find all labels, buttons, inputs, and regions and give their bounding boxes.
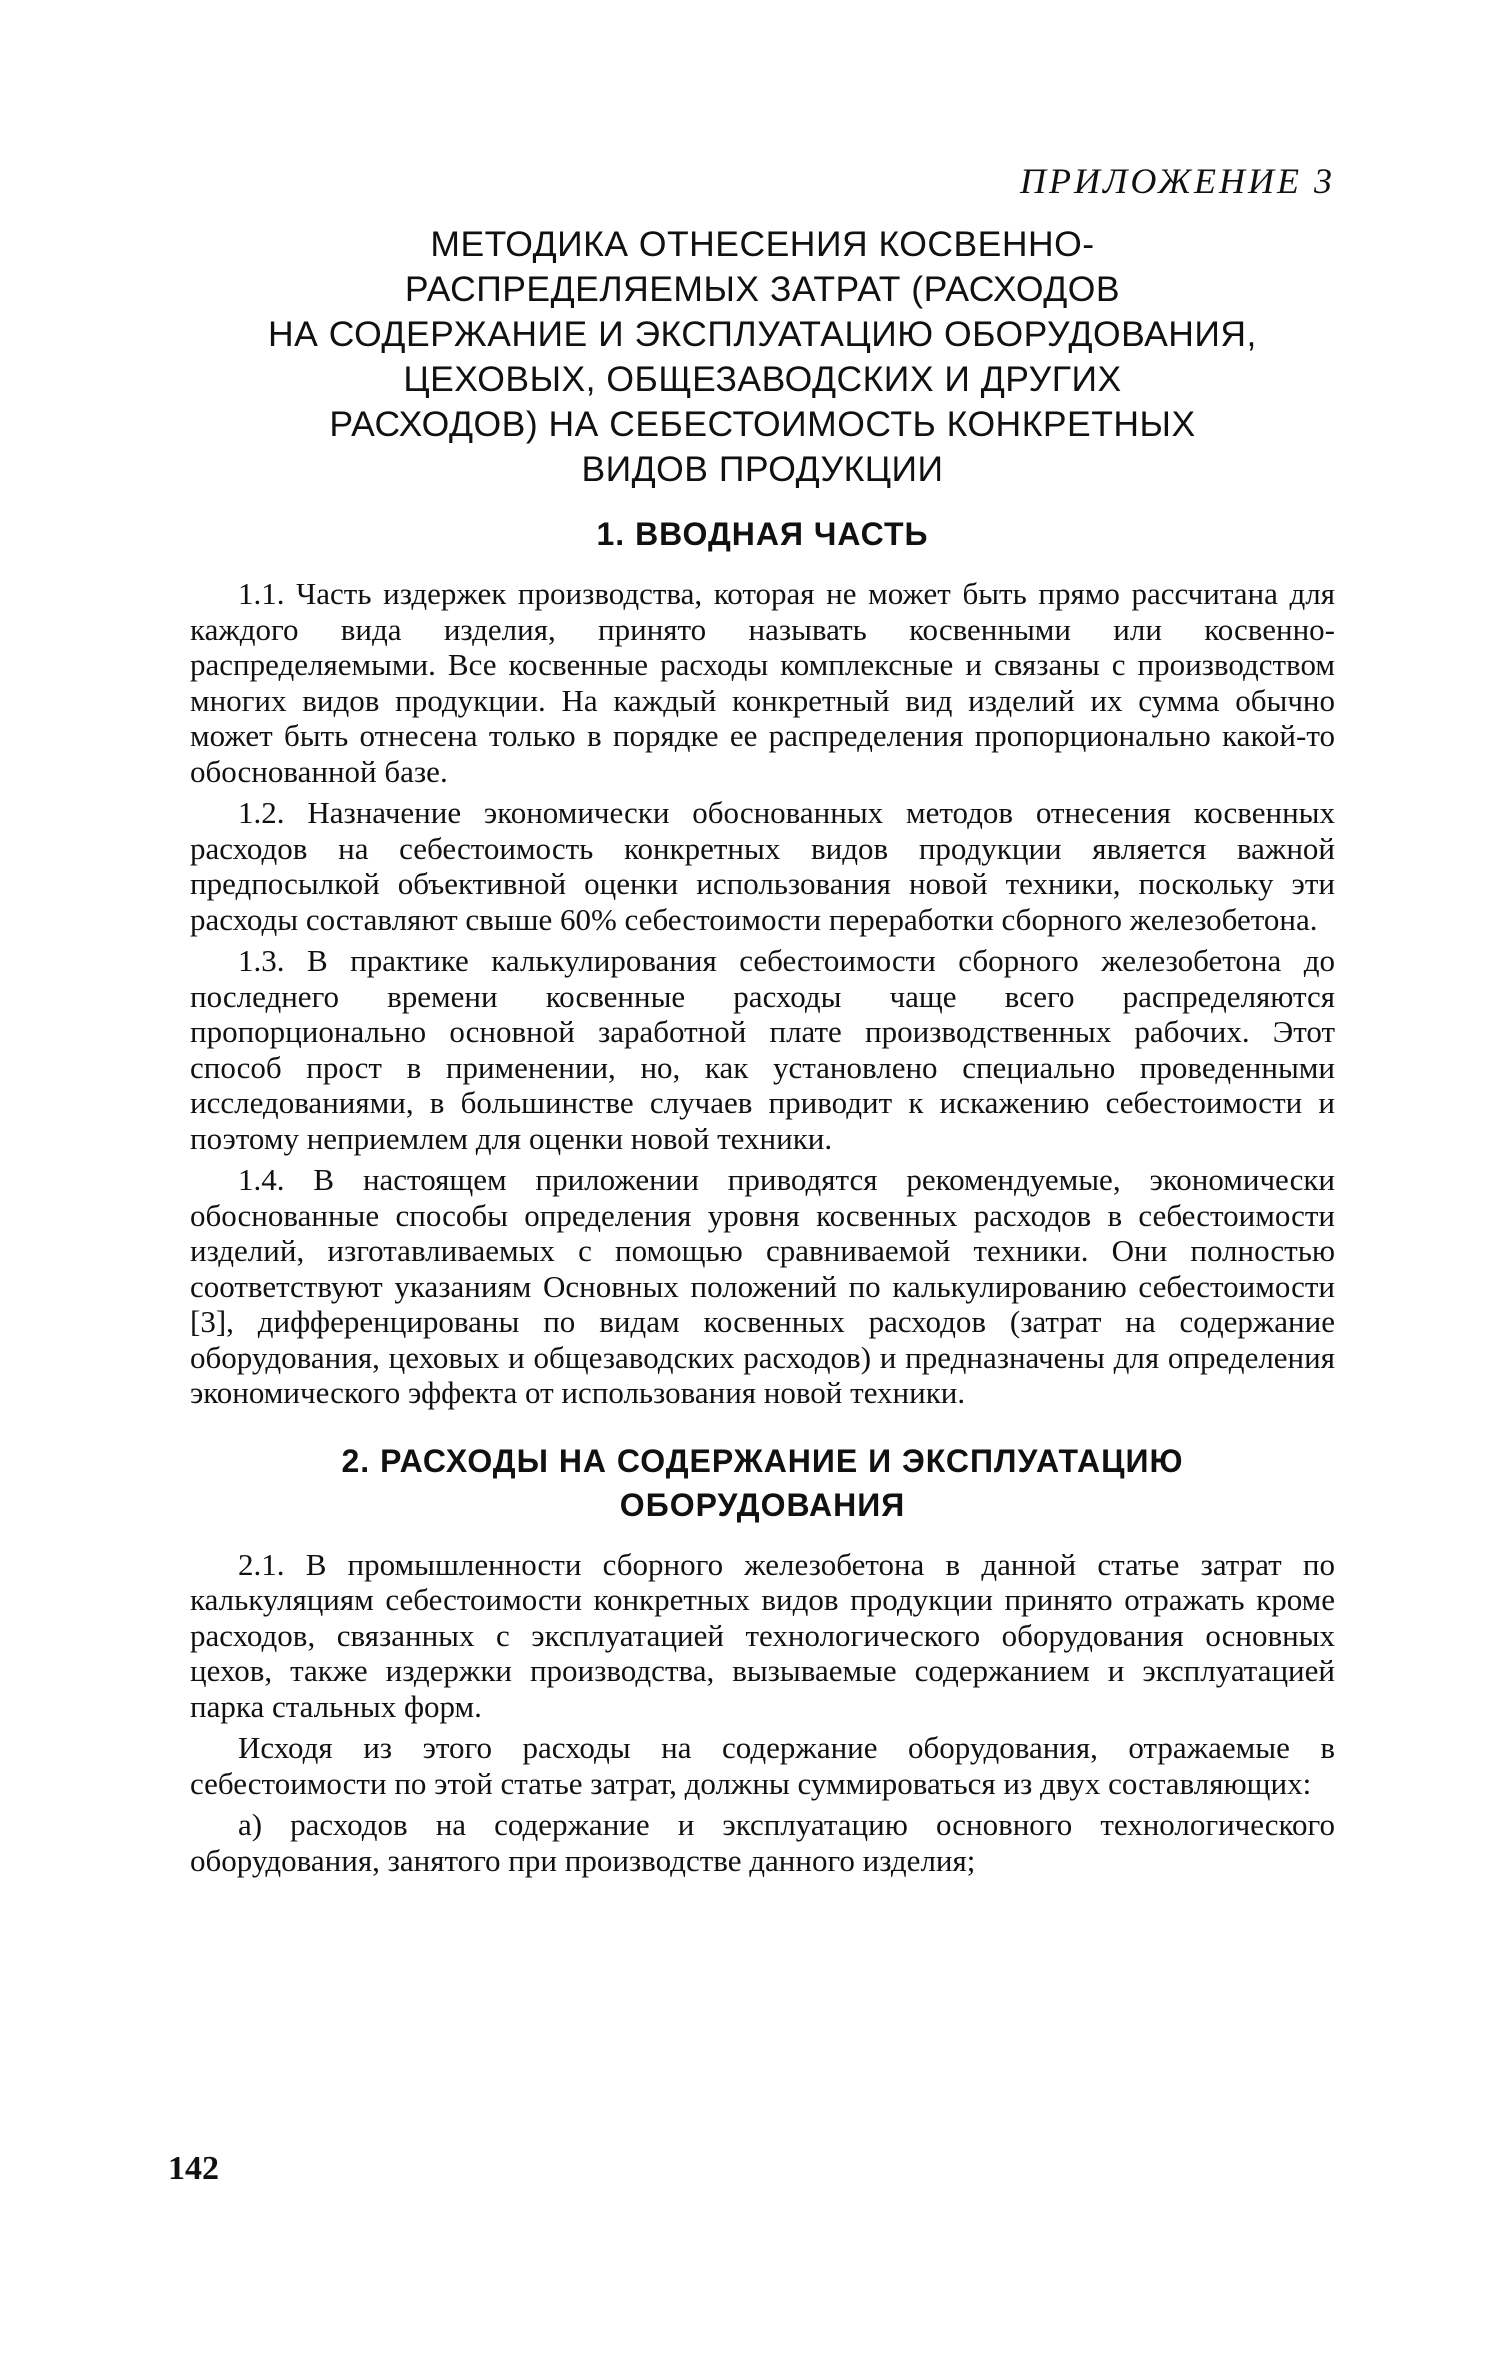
section-1-heading-text: 1. ВВОДНАЯ ЧАСТЬ xyxy=(596,516,929,552)
appendix-label: ПРИЛОЖЕНИЕ 3 xyxy=(1020,161,1335,201)
section-2-heading xyxy=(190,1439,1335,1527)
section-2-heading-line: ОБОРУДОВАНИЯ xyxy=(619,1486,906,1523)
paragraph-2-item-a: а) расходов на содержание и эксплуатацию основного технологического оборудования, занятого при производстве данного изделия; xyxy=(190,1807,1335,1878)
paragraph-1-4: 1.4. В настоящем приложении приводятся рекомендуемые, экономически обоснованные способы определения уровня косвенных расходов в себестоимости изделий, изготавливаемых с помощью сравниваемой техники. Они полностью соответствуют указаниям Основных положений по калькулированию себестоимости [3], дифференцированы по видам косвенных расходов (затрат на содержание оборудования, цеховых и общезаводских расходов) и предназначены для определения экономического эффекта от использования новой техники. xyxy=(190,1162,1335,1410)
title-line: МЕТОДИКА ОТНЕСЕНИЯ КОСВЕННО- xyxy=(430,224,1095,264)
paragraph-1-2: 1.2. Назначение экономически обоснованных методов отнесения косвенных расходов на себестоимость конкретных видов продукции является важной предпосылкой объективной оценки использования новой техники, поскольку эти расходы составляют свыше 60% себестоимости переработки сборного железобетона. xyxy=(190,795,1335,937)
page-number: 142 xyxy=(168,2150,219,2187)
title-line: РАСПРЕДЕЛЯЕМЫХ ЗАТРАТ (РАСХОДОВ xyxy=(404,269,1121,309)
section-2-heading-line: 2. РАСХОДЫ НА СОДЕРЖАНИЕ И ЭКСПЛУАТАЦИЮ xyxy=(341,1442,1184,1479)
paragraph-1-3: 1.3. В практике калькулирования себестоимости сборного железобетона до последнего времени косвенные расходы чаще всего распределяются пропорционально основной заработной плате производственных рабочих. Этот способ прост в применении, но, как установлено специально проведенными исследованиями, в большинстве случаев приводит к искажению себестоимости и поэтому неприемлем для оценки новой техники. xyxy=(190,943,1335,1156)
title-line: РАСХОДОВ) НА СЕБЕСТОИМОСТЬ КОНКРЕТНЫХ xyxy=(329,404,1196,444)
paragraph-1-1: 1.1. Часть издержек производства, которая не может быть прямо рассчитана для каждого вида изделия, принято называть косвенными или косвенно-распределяемыми. Все косвенные расходы комплексные и связаны с производством многих видов продукции. На каждый конкретный вид изделий их сумма обычно может быть отнесена только в порядке ее распределения пропорционально какой-то обоснованной базе. xyxy=(190,576,1335,789)
section-1-heading xyxy=(190,512,1335,556)
title-line: НА СОДЕРЖАНИЕ И ЭКСПЛУАТАЦИЮ ОБОРУДОВАНИЯ, xyxy=(268,314,1257,354)
title-line: ВИДОВ ПРОДУКЦИИ xyxy=(581,449,944,489)
paragraph-2-intro: Исходя из этого расходы на содержание оборудования, отражаемые в себестоимости по этой статье затрат, должны суммироваться из двух составляющих: xyxy=(190,1730,1335,1801)
main-title xyxy=(190,222,1335,492)
title-line: ЦЕХОВЫХ, ОБЩЕЗАВОДСКИХ И ДРУГИХ xyxy=(403,359,1122,399)
paragraph-2-1: 2.1. В промышленности сборного железобетона в данной статье затрат по калькуляциям себестоимости конкретных видов продукции принято отражать кроме расходов, связанных с эксплуатацией технологического оборудования основных цехов, также издержки производства, вызываемые содержанием и эксплуатацией парка стальных форм. xyxy=(190,1546,1335,1724)
document-page xyxy=(190,150,1335,1884)
